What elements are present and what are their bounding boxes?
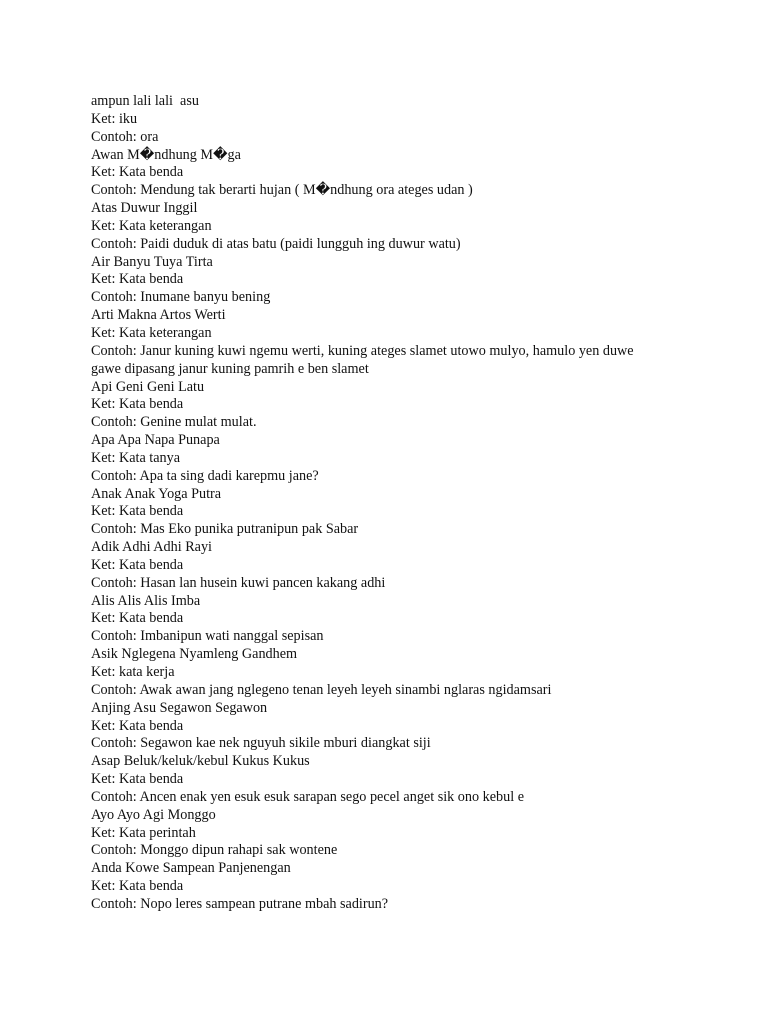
contoh-line: Contoh: Segawon kae nek nguyuh sikile mburi diangkat siji [91, 735, 431, 752]
contoh-line: Contoh: Genine mulat mulat. [91, 414, 257, 431]
contoh-line: Contoh: Monggo dipun rahapi sak wontene [91, 842, 338, 859]
entry-heading: Awan M�ndhung M�ga [91, 146, 241, 163]
entry-heading: Ayo Ayo Agi Monggo [91, 806, 216, 823]
ket-line: Ket: iku [91, 110, 138, 127]
contoh-line: Contoh: Imbanipun wati nanggal sepisan [91, 628, 324, 645]
ket-line: Ket: Kata benda [91, 503, 184, 520]
ket-line: Ket: Kata benda [91, 396, 184, 413]
contoh-line-continuation: gawe dipasang janur kuning pamrih e ben slamet [91, 360, 369, 377]
ket-line: Ket: Kata benda [91, 878, 184, 895]
document-body [91, 93, 711, 914]
entry-heading: Anda Kowe Sampean Panjenengan [91, 860, 291, 877]
contoh-line: Contoh: Apa ta sing dadi karepmu jane? [91, 467, 319, 484]
entry-heading: Asap Beluk/keluk/kebul Kukus Kukus [91, 753, 310, 770]
contoh-line: Contoh: Ancen enak yen esuk esuk sarapan sego pecel anget sik ono kebul e [91, 788, 524, 805]
entry-heading: Alis Alis Alis Imba [91, 592, 201, 609]
ket-line: Ket: Kata benda [91, 556, 184, 573]
ket-line: Ket: Kata benda [91, 271, 184, 288]
entry-heading: Anjing Asu Segawon Segawon [91, 699, 268, 716]
ket-line: Ket: Kata perintah [91, 824, 196, 841]
contoh-line: Contoh: ora [91, 128, 159, 145]
contoh-line: Contoh: Mendung tak berarti hujan ( M�ndhung ora ateges udan ) [91, 182, 473, 199]
entry-heading: Adik Adhi Adhi Rayi [91, 539, 212, 556]
ket-line: Ket: Kata benda [91, 164, 184, 181]
contoh-line: Contoh: Mas Eko punika putranipun pak Sabar [91, 521, 359, 538]
entry-heading: Asik Nglegena Nyamleng Gandhem [91, 646, 298, 663]
ket-line: Ket: Kata keterangan [91, 217, 212, 234]
contoh-line: Contoh: Awak awan jang nglegeno tenan leyeh leyeh sinambi nglaras ngidamsari [91, 681, 552, 698]
contoh-line: Contoh: Janur kuning kuwi ngemu werti, kuning ateges slamet utowo mulyo, hamulo yen duwe [91, 342, 634, 359]
ket-line: Ket: Kata tanya [91, 449, 181, 466]
entry-heading: Api Geni Geni Latu [91, 378, 205, 395]
ket-line: Ket: Kata benda [91, 717, 184, 734]
entry-heading: Arti Makna Artos Werti [91, 307, 226, 324]
entry-heading: ampun lali lali asu [91, 93, 199, 109]
ket-line: Ket: Kata benda [91, 610, 184, 627]
entry-heading: Air Banyu Tuya Tirta [91, 253, 213, 270]
contoh-line: Contoh: Paidi duduk di atas batu (paidi lungguh ing duwur watu) [91, 235, 461, 252]
entry-heading: Atas Duwur Inggil [91, 200, 198, 217]
contoh-line: Contoh: Hasan lan husein kuwi pancen kakang adhi [91, 574, 386, 591]
ket-line: Ket: Kata keterangan [91, 324, 212, 341]
contoh-line: Contoh: Inumane banyu bening [91, 289, 271, 306]
entry-heading: Apa Apa Napa Punapa [91, 432, 220, 449]
ket-line: Ket: Kata benda [91, 771, 184, 788]
ket-line: Ket: kata kerja [91, 664, 175, 680]
entry-heading: Anak Anak Yoga Putra [91, 485, 222, 502]
contoh-line: Contoh: Nopo leres sampean putrane mbah sadirun? [91, 895, 389, 912]
